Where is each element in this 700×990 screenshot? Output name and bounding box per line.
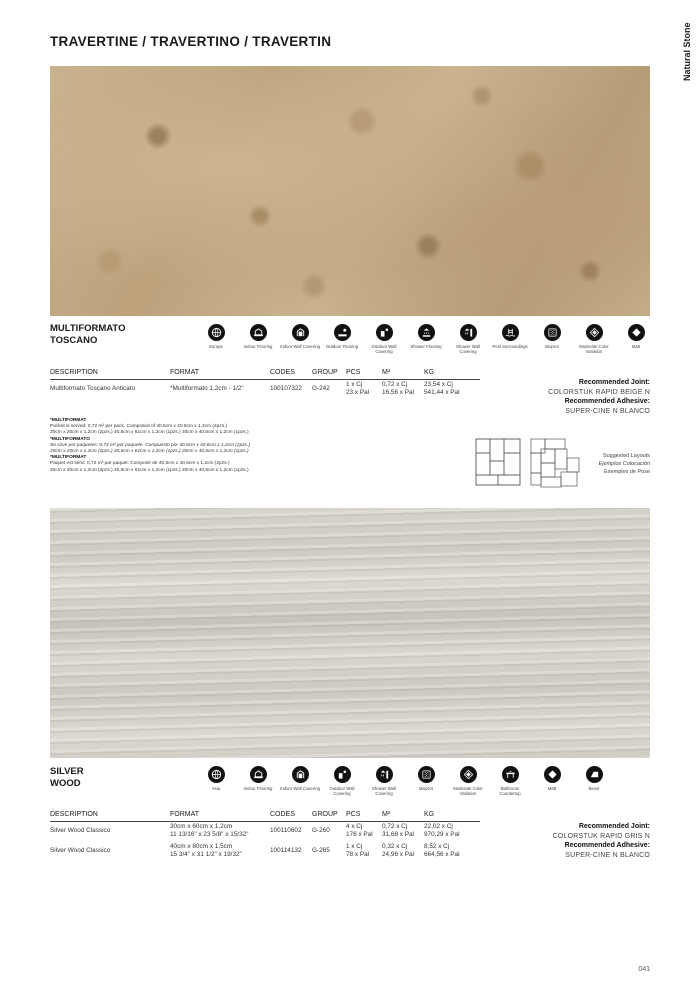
row-pcs-cj: 1 x Cj: [346, 843, 363, 850]
matt-icon: [628, 324, 645, 341]
layouts-caption-fr: Exemples de Pose: [604, 469, 650, 475]
countertop-icon: [502, 766, 519, 783]
row-kg-cj: 23,54 x Cj: [424, 381, 453, 388]
outdoor-wall-icon: [376, 324, 393, 341]
feature-label: Outdoor Wall Covering: [329, 786, 355, 796]
layouts-caption-en: Suggested Layouts: [602, 453, 650, 459]
bioprot-icon: [418, 766, 435, 783]
note-line: Se sirve por paquetes: 0,72 m² por paquete. Compuesto por 40,6cm x 40,6cm x 1,2cm (2pzs.): [50, 442, 250, 448]
recommendations-toscano: [548, 378, 650, 416]
adhesive-label: Recommended Adhesive:: [564, 842, 650, 849]
row-pcs-pal: 23 x Pal: [346, 389, 370, 396]
row-pcs-pal: 176 x Pal: [346, 831, 373, 838]
row-m2-pal: 24,96 x Pal: [382, 851, 414, 858]
col-codes: CODES: [270, 369, 295, 376]
feature-item: [363, 766, 405, 796]
feature-item: [405, 324, 447, 354]
feature-label: Europe: [209, 344, 223, 349]
feature-label: Bioprot: [419, 786, 433, 791]
feature-label: Matt: [547, 786, 557, 791]
row-description: Silver Wood Classico: [50, 827, 111, 834]
color-variation-icon: [460, 766, 477, 783]
recommendations-silverwood: [553, 822, 650, 860]
feature-item: [195, 766, 237, 796]
shower-flooring-icon: [418, 324, 435, 341]
note-line: Paquet est servi: 0,72 m² par paquet. Composé de 40,6cm x 40,6cm x 1,2cm (2pzs.): [50, 461, 230, 467]
indoor-wall-icon: [292, 324, 309, 341]
shower-wall-icon: [376, 766, 393, 783]
feature-item: [615, 324, 657, 354]
row-pcs-pal: 78 x Pal: [346, 851, 370, 858]
note-line: 20cm x 20cm x 1,2cm (2pzs.) 40,6cm x 61cm x 1,2cm (1pzs.) 20cm x 40,6cm x 1,2cm (1pzs.): [50, 449, 249, 455]
row-description: Silver Wood Classico: [50, 847, 111, 854]
globe-icon: [208, 766, 225, 783]
table-row: [50, 381, 480, 399]
globe-icon: [208, 324, 225, 341]
indoor-flooring-icon: [250, 324, 267, 341]
row-format: 40cm x 80cm x 1,5cm: [170, 843, 233, 850]
feature-item: [531, 324, 573, 354]
feature-label: Bathroom Countertop: [499, 786, 521, 796]
note-line: 20cm x 20cm x 1.2cm (2pzs.) 40.6cm x 61cm x 1.2cm (1pzs.) 20cm x 40.6cm x 1.2cm (1pzs.): [50, 430, 249, 436]
indoor-flooring-icon: [250, 766, 267, 783]
row-group: G-260: [312, 827, 330, 834]
row-description: Multiformato Toscano Anticato: [50, 385, 136, 392]
col-codes: CODES: [270, 811, 295, 818]
feature-label: Indoor Wall Covering: [280, 344, 320, 349]
feature-label: Bioprot: [545, 344, 559, 349]
joint-label: Recommended Joint:: [578, 379, 650, 386]
color-variation-icon: [586, 324, 603, 341]
outdoor-flooring-icon: [334, 324, 351, 341]
product-name-line1: SILVER: [50, 766, 84, 777]
side-label: Natural Stone: [682, 22, 692, 81]
col-kg: KG: [424, 369, 435, 376]
indoor-wall-icon: [292, 766, 309, 783]
feature-label: Shower Wall Covering: [372, 786, 396, 796]
row-kg-pal: 541,44 x Pal: [424, 389, 460, 396]
silverwood-texture-image: [50, 508, 650, 758]
row-m2-cj: 0,72 x Cj: [382, 823, 408, 830]
feature-item: [531, 766, 573, 796]
feature-item: [447, 324, 489, 354]
suggested-layouts-diagram: [475, 438, 581, 490]
note-line: 20cm x 20cm x 1,2cm (2pzs.) 40,6cm x 61cm x 1,2cm (1pzs.) 20cm x 40,6cm x 1,2cm (1pzs.): [50, 467, 249, 473]
row-kg-cj: 8,52 x Cj: [424, 843, 450, 850]
feature-label: Moderate Color Variation: [453, 786, 483, 796]
row-m2-pal: 16,56 x Pal: [382, 389, 414, 396]
feature-item: [489, 324, 531, 354]
table-row: [50, 823, 480, 841]
note-line: Packet is served: 0,72 m² per pack. Composed of 40.6cm x 40.6cm x 1.2cm (2pzs.): [50, 424, 228, 430]
feature-label: Indoor Flooring: [243, 786, 273, 791]
col-m2: M²: [382, 811, 391, 818]
row-code: 100114132: [270, 847, 302, 854]
feature-label: Matt: [631, 344, 641, 349]
row-pcs-cj: 4 x Cj: [346, 823, 363, 830]
col-format: FORMAT: [170, 369, 200, 376]
feature-label: Indoor Flooring: [243, 344, 273, 349]
shower-wall-icon: [460, 324, 477, 341]
note-head-fr: *MULTIFORMAT: [50, 455, 87, 461]
row-format: *Multiformato 1,2cm - 1/2": [170, 385, 244, 392]
joint-value: COLORSTUK RAPID BEIGE N: [548, 388, 650, 396]
product-name-line1: MULTIFORMATO: [50, 323, 126, 334]
feature-item: [321, 324, 363, 354]
bioprot-icon: [544, 324, 561, 341]
matt-icon: [544, 766, 561, 783]
row-kg-pal: 970,29 x Pal: [424, 831, 460, 838]
row-m2-pal: 31,68 x Pal: [382, 831, 414, 838]
row-m2-cj: 0,32 x Cj: [382, 843, 408, 850]
feature-item: [195, 324, 237, 354]
row-format: 30cm x 60cm x 1,2cm: [170, 823, 233, 830]
product-name-line2: WOOD: [50, 778, 81, 789]
note-head-en: *MULTIFORMAT: [50, 418, 87, 423]
feature-item: [321, 766, 363, 796]
note-head-es: *MULTIFORMATO: [50, 436, 90, 442]
feature-label: Pool Surroundings: [492, 344, 528, 349]
col-pcs: PCS: [346, 811, 361, 818]
bevel-icon: [586, 766, 603, 783]
outdoor-wall-icon: [334, 766, 351, 783]
col-group: GROUP: [312, 369, 338, 376]
joint-value: COLORSTUK RAPID GRIS N: [552, 832, 650, 840]
table-row: [50, 843, 480, 861]
col-description: DESCRIPTION: [50, 811, 98, 818]
layouts-caption-es: Ejemplos Colocación: [598, 461, 650, 467]
table-header-toscano: [50, 369, 480, 380]
feature-icons-toscano: [195, 324, 657, 354]
row-m2-cj: 0,72 x Cj: [382, 381, 408, 388]
page-number: 041: [638, 966, 650, 973]
feature-label: Outdoor Wall Covering: [371, 344, 397, 354]
row-code: 100107322: [270, 385, 302, 392]
feature-label: Bevel: [588, 786, 600, 791]
adhesive-value: SUPER-CINE N BLANCO: [565, 407, 650, 415]
feature-item: [405, 766, 447, 796]
feature-label: Asia: [211, 786, 221, 791]
feature-item: [279, 324, 321, 354]
joint-label: Recommended Joint:: [578, 823, 650, 830]
feature-label: Outdoor Flooring: [325, 344, 359, 349]
row-group: G-242: [312, 385, 330, 392]
travertine-texture-image: [50, 66, 650, 316]
multiformat-notes: [50, 418, 370, 474]
feature-label: Indoor Wall Covering: [280, 786, 320, 791]
feature-label: Moderate Color Variation: [579, 344, 609, 354]
feature-item: [573, 324, 615, 354]
feature-item: [363, 324, 405, 354]
col-group: GROUP: [312, 811, 338, 818]
feature-item: [279, 766, 321, 796]
feature-item: [573, 766, 615, 796]
feature-item: [237, 324, 279, 354]
feature-item: [489, 766, 531, 796]
table-header-silverwood: [50, 811, 480, 822]
col-format: FORMAT: [170, 811, 200, 818]
pool-icon: [502, 324, 519, 341]
col-description: DESCRIPTION: [50, 369, 98, 376]
adhesive-label: Recommended Adhesive:: [564, 398, 650, 405]
row-kg-cj: 22,02 x Cj: [424, 823, 453, 830]
row-kg-pal: 664,56 x Pal: [424, 851, 460, 858]
col-pcs: PCS: [346, 369, 361, 376]
row-format-imperial: 15 3/4" x 31 1/2" x 19/32": [170, 851, 242, 858]
feature-item: [237, 766, 279, 796]
adhesive-value: SUPER-CINE N BLANCO: [565, 851, 650, 859]
feature-item: [447, 766, 489, 796]
col-m2: M²: [382, 369, 391, 376]
product-name-silverwood: [50, 766, 160, 790]
row-pcs-cj: 1 x Cj: [346, 381, 363, 388]
product-name-toscano: [50, 323, 160, 347]
col-kg: KG: [424, 811, 435, 818]
row-format-imperial: 11 13/16" x 23 5/8" x 15/32": [170, 831, 249, 838]
feature-label: Shower Flooring: [410, 344, 442, 349]
feature-icons-silverwood: [195, 766, 615, 796]
product-name-line2: TOSCANO: [50, 335, 98, 346]
page-title: TRAVERTINE / TRAVERTINO / TRAVERTIN: [50, 34, 332, 49]
row-code: 100110602: [270, 827, 302, 834]
feature-label: Shower Wall Covering: [456, 344, 480, 354]
row-group: G-265: [312, 847, 330, 854]
layouts-caption: [599, 452, 650, 476]
